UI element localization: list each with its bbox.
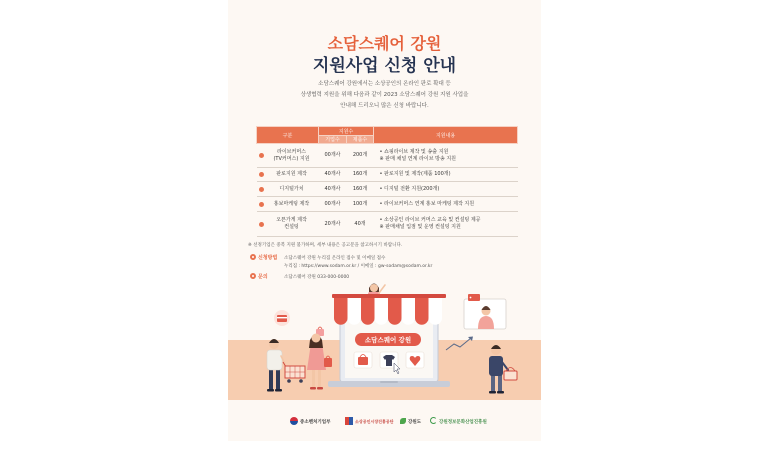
shopper-shoe xyxy=(317,387,323,390)
shopping-bag-icon xyxy=(324,358,332,367)
contact-label: 문의 xyxy=(258,274,268,280)
row-companies: 20개사 xyxy=(319,212,347,237)
waving-woman-head xyxy=(370,284,378,292)
shopper-torso xyxy=(489,356,503,376)
logo-text: 강원정보문화산업진흥원 xyxy=(439,419,487,425)
product-tile-bag xyxy=(354,352,372,368)
row-products: 160개 xyxy=(347,182,374,197)
awning-scallop xyxy=(429,311,443,325)
row-content-line: ※ 판매 채널 연계 라이브 방송 지원 xyxy=(379,155,457,162)
shopper-leg xyxy=(318,368,321,388)
province-logo-icon xyxy=(400,418,406,424)
row-companies: 40개사 xyxy=(319,168,347,182)
hanging-bag-handle xyxy=(318,327,322,329)
awning-scallop xyxy=(388,311,402,325)
store-base-notch xyxy=(380,381,398,383)
awning-bar xyxy=(332,294,446,298)
shopper-leg xyxy=(276,368,280,390)
apply-label: 신청방법 xyxy=(258,255,278,261)
logo-text: 강원도 xyxy=(408,419,422,425)
bag-icon xyxy=(358,357,368,365)
shopper-shoe xyxy=(497,391,504,394)
card-stripe xyxy=(277,317,287,318)
apply-line: 누리집 : https://www.sodam.or.kr / 이메일 : gw-sodam@sodam.or.kr xyxy=(284,263,433,269)
shopper-leg xyxy=(269,368,273,390)
sale-tag-hole xyxy=(470,297,472,299)
row-products: 160개 xyxy=(347,168,374,182)
header-content: 지원내용 xyxy=(374,127,518,144)
poster-title: 소담스퀘어 강원 xyxy=(327,34,442,53)
row-companies: 40개사 xyxy=(319,182,347,197)
storefront xyxy=(328,294,450,387)
shopper-head xyxy=(312,334,321,343)
header-support-count: 지원수 xyxy=(319,127,374,136)
row-category: 오픈가게 제작 컨설팅 xyxy=(276,217,307,230)
card-bubble-icon xyxy=(274,310,290,326)
store-sign: 소담스퀘어 강원 xyxy=(364,336,412,344)
table-remark: ※ 선정기업은 중복 지원 불가하며, 세부 내용은 공고문을 참고하시기 바랍니다. xyxy=(248,243,403,248)
awning xyxy=(332,294,446,325)
seller-window xyxy=(464,294,506,329)
awning-scallop xyxy=(334,311,348,325)
product-tile-heart xyxy=(406,352,424,368)
apply-line: 소담스퀘어 강원 누리집 온라인 접수 및 이메일 접수 xyxy=(284,255,386,261)
store-screen xyxy=(345,321,433,378)
shopper-torso xyxy=(267,350,282,370)
awning-scallop xyxy=(361,311,375,325)
header-category: 구분 xyxy=(257,127,319,144)
contact-line: 소담스퀘어 강원 033-000-0000 xyxy=(284,274,350,280)
card-shape xyxy=(277,315,287,322)
row-products: 40개 xyxy=(347,212,374,237)
shopper-shoe xyxy=(489,391,496,394)
shopper-shoe xyxy=(275,389,282,392)
store-illustration xyxy=(228,0,541,441)
logo-text: 소상공인시장진흥공단 xyxy=(355,418,394,424)
row-category: 라이브커머스 (TV커머스) 지원 xyxy=(273,148,310,162)
awning-scallop xyxy=(375,311,389,325)
intro-line: 상생협력 지원을 위해 다음과 같이 2023 소담스퀘어 강원 지원 사업을 xyxy=(300,92,469,98)
header-products: 제품수 xyxy=(347,136,374,144)
poster xyxy=(228,0,541,441)
cart-wheel xyxy=(287,379,291,383)
shopper-shoe xyxy=(310,387,316,390)
row-products: 100개 xyxy=(347,197,374,212)
awning-scallop xyxy=(402,311,416,325)
poster-subtitle: 지원사업 신청 안내 xyxy=(312,56,457,76)
agency-logo-blue-icon xyxy=(349,417,353,425)
row-category: 판로지원 제작 xyxy=(276,171,307,177)
shopper-hair xyxy=(269,339,279,343)
row-content-line: • 소상공인 라이브 커머스 교육 및 컨설팅 제공 xyxy=(379,217,481,223)
row-content-line: • 라이브커머스 연계 홍보 마케팅 제작 지원 xyxy=(379,200,475,207)
row-products: 200개 xyxy=(347,144,374,168)
institute-logo-icon xyxy=(430,417,437,424)
cart-wheel xyxy=(299,379,303,383)
row-companies: 00개사 xyxy=(319,197,347,212)
shopper-leg xyxy=(498,374,502,392)
shopping-basket-icon xyxy=(504,371,517,380)
government-emblem-icon xyxy=(290,417,298,425)
intro-line: 소담스퀘어 강원에서는 소상공인의 온라인 판로 확대 등 xyxy=(318,81,451,87)
row-content-line: • 판로지원 및 제작(제품 100개) xyxy=(379,171,451,177)
awning-scallop xyxy=(348,311,362,325)
row-category: 디지털가치 xyxy=(279,185,304,192)
shopper-leg xyxy=(491,374,495,392)
row-content-line: • 쇼핑라이브 제작 및 송출 지원 xyxy=(379,148,449,155)
row-category: 홍보마케팅 제작 xyxy=(273,200,310,207)
shopper-shoe xyxy=(267,389,274,392)
waving-woman-arm xyxy=(379,285,385,293)
header-companies: 기업수 xyxy=(319,136,347,144)
shopper-leg xyxy=(312,368,315,388)
intro-line: 안내해 드리오니 많은 신청 바랍니다. xyxy=(340,103,429,109)
awning-scallop xyxy=(415,311,429,325)
logo-text: 중소벤처기업부 xyxy=(300,419,331,425)
row-content-line: • 디지털 전환 지원(200개) xyxy=(379,185,440,192)
row-companies: 00개사 xyxy=(319,144,347,168)
row-content-line: ※ 판매채널 입점 및 운영 컨설팅 지원 xyxy=(379,224,461,230)
